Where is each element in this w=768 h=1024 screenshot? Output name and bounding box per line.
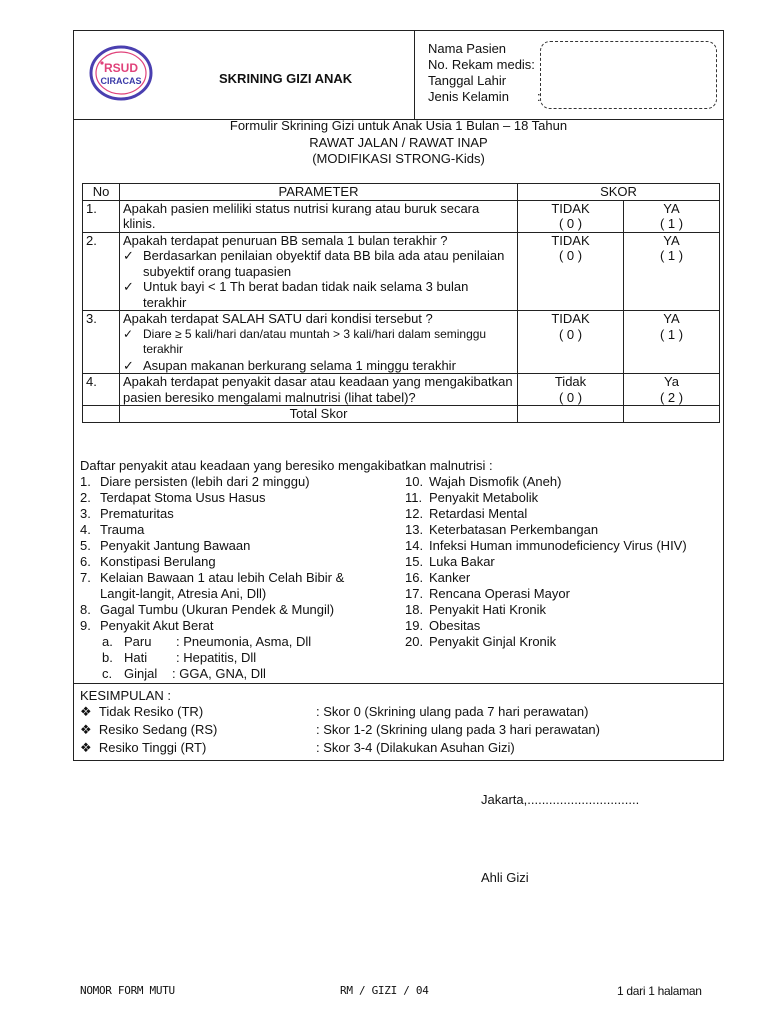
conclusion-divider: [74, 683, 723, 684]
screening-table: [82, 183, 720, 423]
form-frame: [73, 30, 724, 761]
list-item: ❖ Resiko Sedang (RS) : Skor 1-2 (Skrining ulang pada 3 hari perawatan): [80, 722, 600, 737]
footer-code: RM / GIZI / 04: [340, 984, 429, 997]
list-item: 12. Retardasi Mental: [405, 506, 528, 521]
total-label: Total Skor: [120, 406, 518, 423]
disease-left-column: [80, 474, 344, 682]
score-yes[interactable]: Ya ( 2 ): [624, 374, 720, 406]
conclusion: [80, 688, 600, 758]
gender-label: Jenis Kelamin :: [428, 89, 541, 104]
list-item: ❖ Tidak Resiko (TR) : Skor 0 (Skrining ulang pada 7 hari perawatan): [80, 704, 589, 719]
list-item: 15. Luka Bakar: [405, 554, 495, 569]
score-no[interactable]: TIDAK ( 0 ): [518, 311, 624, 374]
question: Apakah terdapat SALAH SATU dari kondisi tersebut ? ✓ Diare ≥ 5 kali/hari dan/atau muntah > 3 kali/hari dalam seminggu terakhir ✓ Asupan makanan berkurang selama 1 minggu terakhir: [120, 311, 518, 374]
list-item: a. Paru : Pneumonia, Asma, Dll: [102, 634, 312, 649]
check-item: ✓ Asupan makanan berkurang selama 1 minggu terakhir: [123, 358, 514, 374]
conclusion-heading: KESIMPULAN :: [80, 688, 172, 703]
list-item: 7. Kelaian Bawaan 1 atau lebih Celah Bibir &: [80, 570, 345, 585]
list-item: 17. Rencana Operasi Mayor: [405, 586, 570, 601]
form-subtitle: Formulir Skrining Gizi untuk Anak Usia 1 Bulan – 18 Tahun: [229, 118, 568, 133]
patient-name-label: Nama Pasien: [428, 41, 507, 56]
table-row: 3. Apakah terdapat SALAH SATU dari kondisi tersebut ? ✓ Diare ≥ 5 kali/hari dan/atau muntah > 3 kali/hari dalam seminggu terakhir ✓ Asupan makanan berkurang selama 1 minggu terakhir TIDAK ( 0 ) YA ( 1 ): [83, 311, 720, 374]
question: Apakah terdapat penyakit dasar atau keadaan yang mengakibatkan pasien beresiko mengalami malnutrisi (lihat tabel)?: [120, 374, 518, 406]
question: Apakah terdapat penuruan BB semala 1 bulan terakhir ? ✓ Berdasarkan penilaian obyektif data BB bila ada atau penilaian subyektif orang tuapasien ✓ Untuk bayi < 1 Th berat badan tidak naik selama 3 bulan terakhir: [120, 232, 518, 311]
table-row: 4. Apakah terdapat penyakit dasar atau keadaan yang mengakibatkan pasien beresiko mengalami malnutrisi (lihat tabel)? Tidak ( 0 ) Ya ( 2 ): [83, 374, 720, 406]
list-item: 13. Keterbatasan Perkembangan: [405, 522, 599, 537]
list-item: 3. Prematuritas: [80, 506, 174, 521]
col-parameter: PARAMETER: [120, 184, 518, 201]
score-yes[interactable]: YA ( 1 ): [624, 311, 720, 374]
total-score-cell[interactable]: [518, 406, 624, 423]
patient-sticker-box[interactable]: [540, 41, 717, 109]
header-divider: [414, 31, 415, 119]
svg-text:RSUD: RSUD: [103, 61, 139, 75]
list-item: b. Hati : Hepatitis, Dll: [102, 650, 257, 665]
diamond-bullet-icon: ❖: [80, 704, 92, 719]
check-item: ✓ Berdasarkan penilaian obyektif data BB bila ada atau penilaian subyektif orang tuapasien: [123, 248, 514, 279]
signature-role: Ahli Gizi: [481, 870, 529, 885]
list-item: 2. Terdapat Stoma Usus Hasus: [80, 490, 266, 505]
list-item: c. Ginjal : GGA, GNA, Dll: [102, 666, 266, 681]
list-item: 18. Penyakit Hati Kronik: [405, 602, 547, 617]
col-skor: SKOR: [518, 184, 720, 201]
footer-page: 1 dari 1 halaman: [617, 984, 702, 998]
disease-heading: Daftar penyakit atau keadaan yang beresiko mengakibatkan malnutrisi :: [80, 458, 493, 473]
disease-list: [80, 458, 720, 681]
list-item: 20. Penyakit Ginjal Kronik: [405, 634, 557, 649]
place-date[interactable]: Jakarta,...............................: [481, 792, 640, 807]
col-no: No: [83, 184, 120, 201]
method-note: (MODIFIKASI STRONG-Kids): [312, 151, 485, 166]
total-row: [83, 406, 720, 423]
list-item: 8. Gagal Tumbu (Ukuran Pendek & Mungil): [80, 602, 335, 617]
list-item: 10. Wajah Dismofik (Aneh): [405, 474, 562, 489]
table-row: 2. Apakah terdapat penuruan BB semala 1 bulan terakhir ? ✓ Berdasarkan penilaian obyektif data BB bila ada atau penilaian subyektif orang tuapasien ✓ Untuk bayi < 1 Th berat badan tidak naik selama 3 bulan terakhir TIDAK ( 0 ) YA ( 1 ): [83, 232, 720, 311]
question: Apakah pasien meliliki status nutrisi kurang atau buruk secara klinis.: [120, 200, 518, 232]
check-item: ✓ Untuk bayi < 1 Th berat badan tidak naik selama 3 bulan terakhir: [123, 279, 514, 310]
patient-fields: [428, 41, 541, 105]
list-item: 19. Obesitas: [405, 618, 481, 633]
diamond-bullet-icon: ❖: [80, 740, 92, 755]
form-title: SKRINING GIZI ANAK: [219, 71, 353, 86]
birth-date-label: Tanggal Lahir: [428, 73, 507, 88]
check-item: ✓ Diare ≥ 5 kali/hari dan/atau muntah > 3 kali/hari dalam seminggu terakhir: [123, 327, 514, 358]
list-item: 6. Konstipasi Berulang: [80, 554, 216, 569]
list-item: 16. Kanker: [405, 570, 471, 585]
diamond-bullet-icon: ❖: [80, 722, 92, 737]
list-item: 1. Diare persisten (lebih dari 2 minggu): [80, 474, 310, 489]
care-type: RAWAT JALAN / RAWAT INAP: [309, 135, 488, 150]
list-item: ❖ Resiko Tinggi (RT) : Skor 3-4 (Dilakukan Asuhan Gizi): [80, 740, 515, 755]
list-item: Langit-langit, Atresia Ani, Dll): [100, 586, 267, 601]
score-no[interactable]: TIDAK ( 0 ): [518, 232, 624, 311]
footer-form-number: NOMOR FORM MUTU: [80, 984, 175, 997]
score-no[interactable]: TIDAK ( 0 ): [518, 200, 624, 232]
list-item: 5. Penyakit Jantung Bawaan: [80, 538, 251, 553]
list-item: 9. Penyakit Akut Berat: [80, 618, 214, 633]
score-yes[interactable]: YA ( 1 ): [624, 200, 720, 232]
table-row: 1. Apakah pasien meliliki status nutrisi kurang atau buruk secara klinis. TIDAK ( 0 ) YA ( 1 ): [83, 200, 720, 232]
score-no[interactable]: Tidak ( 0 ): [518, 374, 624, 406]
table-header-row: [83, 184, 720, 201]
hospital-logo: [88, 43, 154, 103]
disease-right-column: [405, 474, 687, 650]
medical-record-label: No. Rekam medis:: [428, 57, 535, 72]
list-item: 14. Infeksi Human immunodeficiency Virus (HIV): [405, 538, 687, 553]
score-yes[interactable]: YA ( 1 ): [624, 232, 720, 311]
list-item: 11. Penyakit Metabolik: [405, 490, 539, 505]
svg-text:CIRACAS: CIRACAS: [100, 76, 142, 86]
list-item: 4. Trauma: [80, 522, 145, 537]
